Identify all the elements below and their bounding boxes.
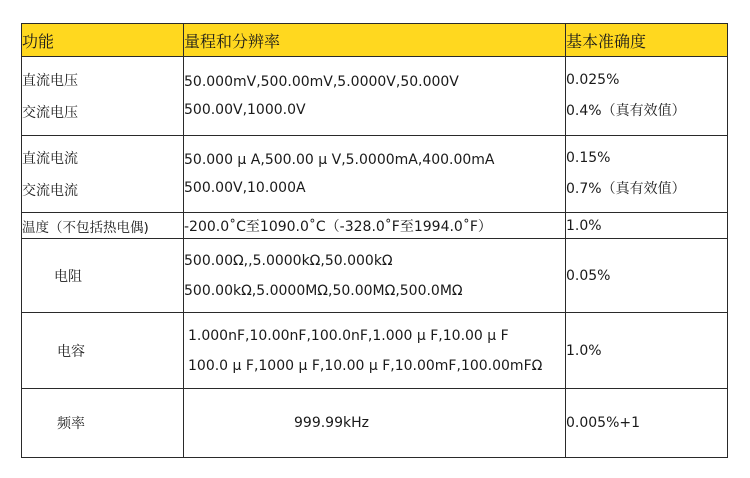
function-label: 电阻: [54, 268, 82, 285]
function-label: 频率: [57, 416, 85, 432]
range-cell: [184, 239, 566, 313]
accuracy-value: 0.005%+1: [566, 415, 641, 431]
accuracy-cell: [566, 389, 728, 458]
accuracy-value: 0.05%: [566, 267, 611, 284]
accuracy-value: 0.025%: [566, 72, 620, 88]
accuracy-value: 1.0%: [566, 217, 602, 234]
range-value: 1.000nF,10.00nF,100.0nF,1.000 μ F,10.00 μ F: [188, 327, 509, 344]
range-cell: [184, 136, 566, 213]
accuracy-value: 0.7%（真有效值）: [566, 181, 686, 197]
accuracy-cell: [566, 57, 728, 136]
function-cell: [22, 57, 184, 136]
function-cell: [22, 213, 184, 239]
table-row: [22, 57, 728, 136]
accuracy-cell: [566, 239, 728, 313]
range-value: 500.00V,1000.0V: [184, 102, 306, 118]
function-label: 直流电压: [22, 73, 78, 89]
accuracy-value: 0.4%（真有效值）: [566, 103, 686, 119]
accuracy-value: 1.0%: [566, 342, 602, 359]
function-label: 温度（不包括热电偶): [22, 219, 149, 236]
table-row: [22, 389, 728, 458]
function-cell: [22, 313, 184, 389]
table-row: [22, 239, 728, 313]
table-row: [22, 213, 728, 239]
range-value: 50.000 μ A,500.00 μ V,5.0000mA,400.00mA: [184, 152, 495, 168]
range-value: 50.000mV,500.00mV,5.0000V,50.000V: [184, 74, 459, 90]
header-accuracy: 基本准确度: [566, 24, 728, 57]
accuracy-value: 0.15%: [566, 150, 611, 166]
range-value: 100.0 μ F,1000 μ F,10.00 μ F,10.00mF,100.00mFΩ: [188, 357, 543, 374]
accuracy-cell: [566, 313, 728, 389]
range-value: 999.99kHz: [294, 415, 369, 431]
function-cell: [22, 389, 184, 458]
table-row: [22, 136, 728, 213]
function-cell: [22, 239, 184, 313]
accuracy-cell: [566, 136, 728, 213]
range-value: 500.00kΩ,5.0000MΩ,50.00MΩ,500.0MΩ: [184, 282, 463, 299]
function-cell: [22, 136, 184, 213]
header-row: [22, 24, 728, 57]
range-value: 500.00V,10.000A: [184, 180, 306, 196]
header-function: 功能: [22, 24, 184, 57]
accuracy-cell: [566, 213, 728, 239]
header-range: 量程和分辨率: [184, 24, 566, 57]
table-row: [22, 313, 728, 389]
function-label: 交流电流: [22, 183, 78, 199]
function-label: 直流电流: [22, 151, 78, 167]
range-cell: [184, 389, 566, 458]
spec-table: [21, 23, 728, 458]
range-cell: [184, 313, 566, 389]
range-value: 500.00Ω,,5.0000kΩ,50.000kΩ: [184, 252, 393, 269]
function-label: 交流电压: [22, 105, 78, 121]
range-value: -200.0˚C至1090.0˚C（-328.0˚F至1994.0˚F）: [184, 218, 492, 235]
range-cell: [184, 213, 566, 239]
function-label: 电容: [57, 343, 85, 360]
range-cell: [184, 57, 566, 136]
